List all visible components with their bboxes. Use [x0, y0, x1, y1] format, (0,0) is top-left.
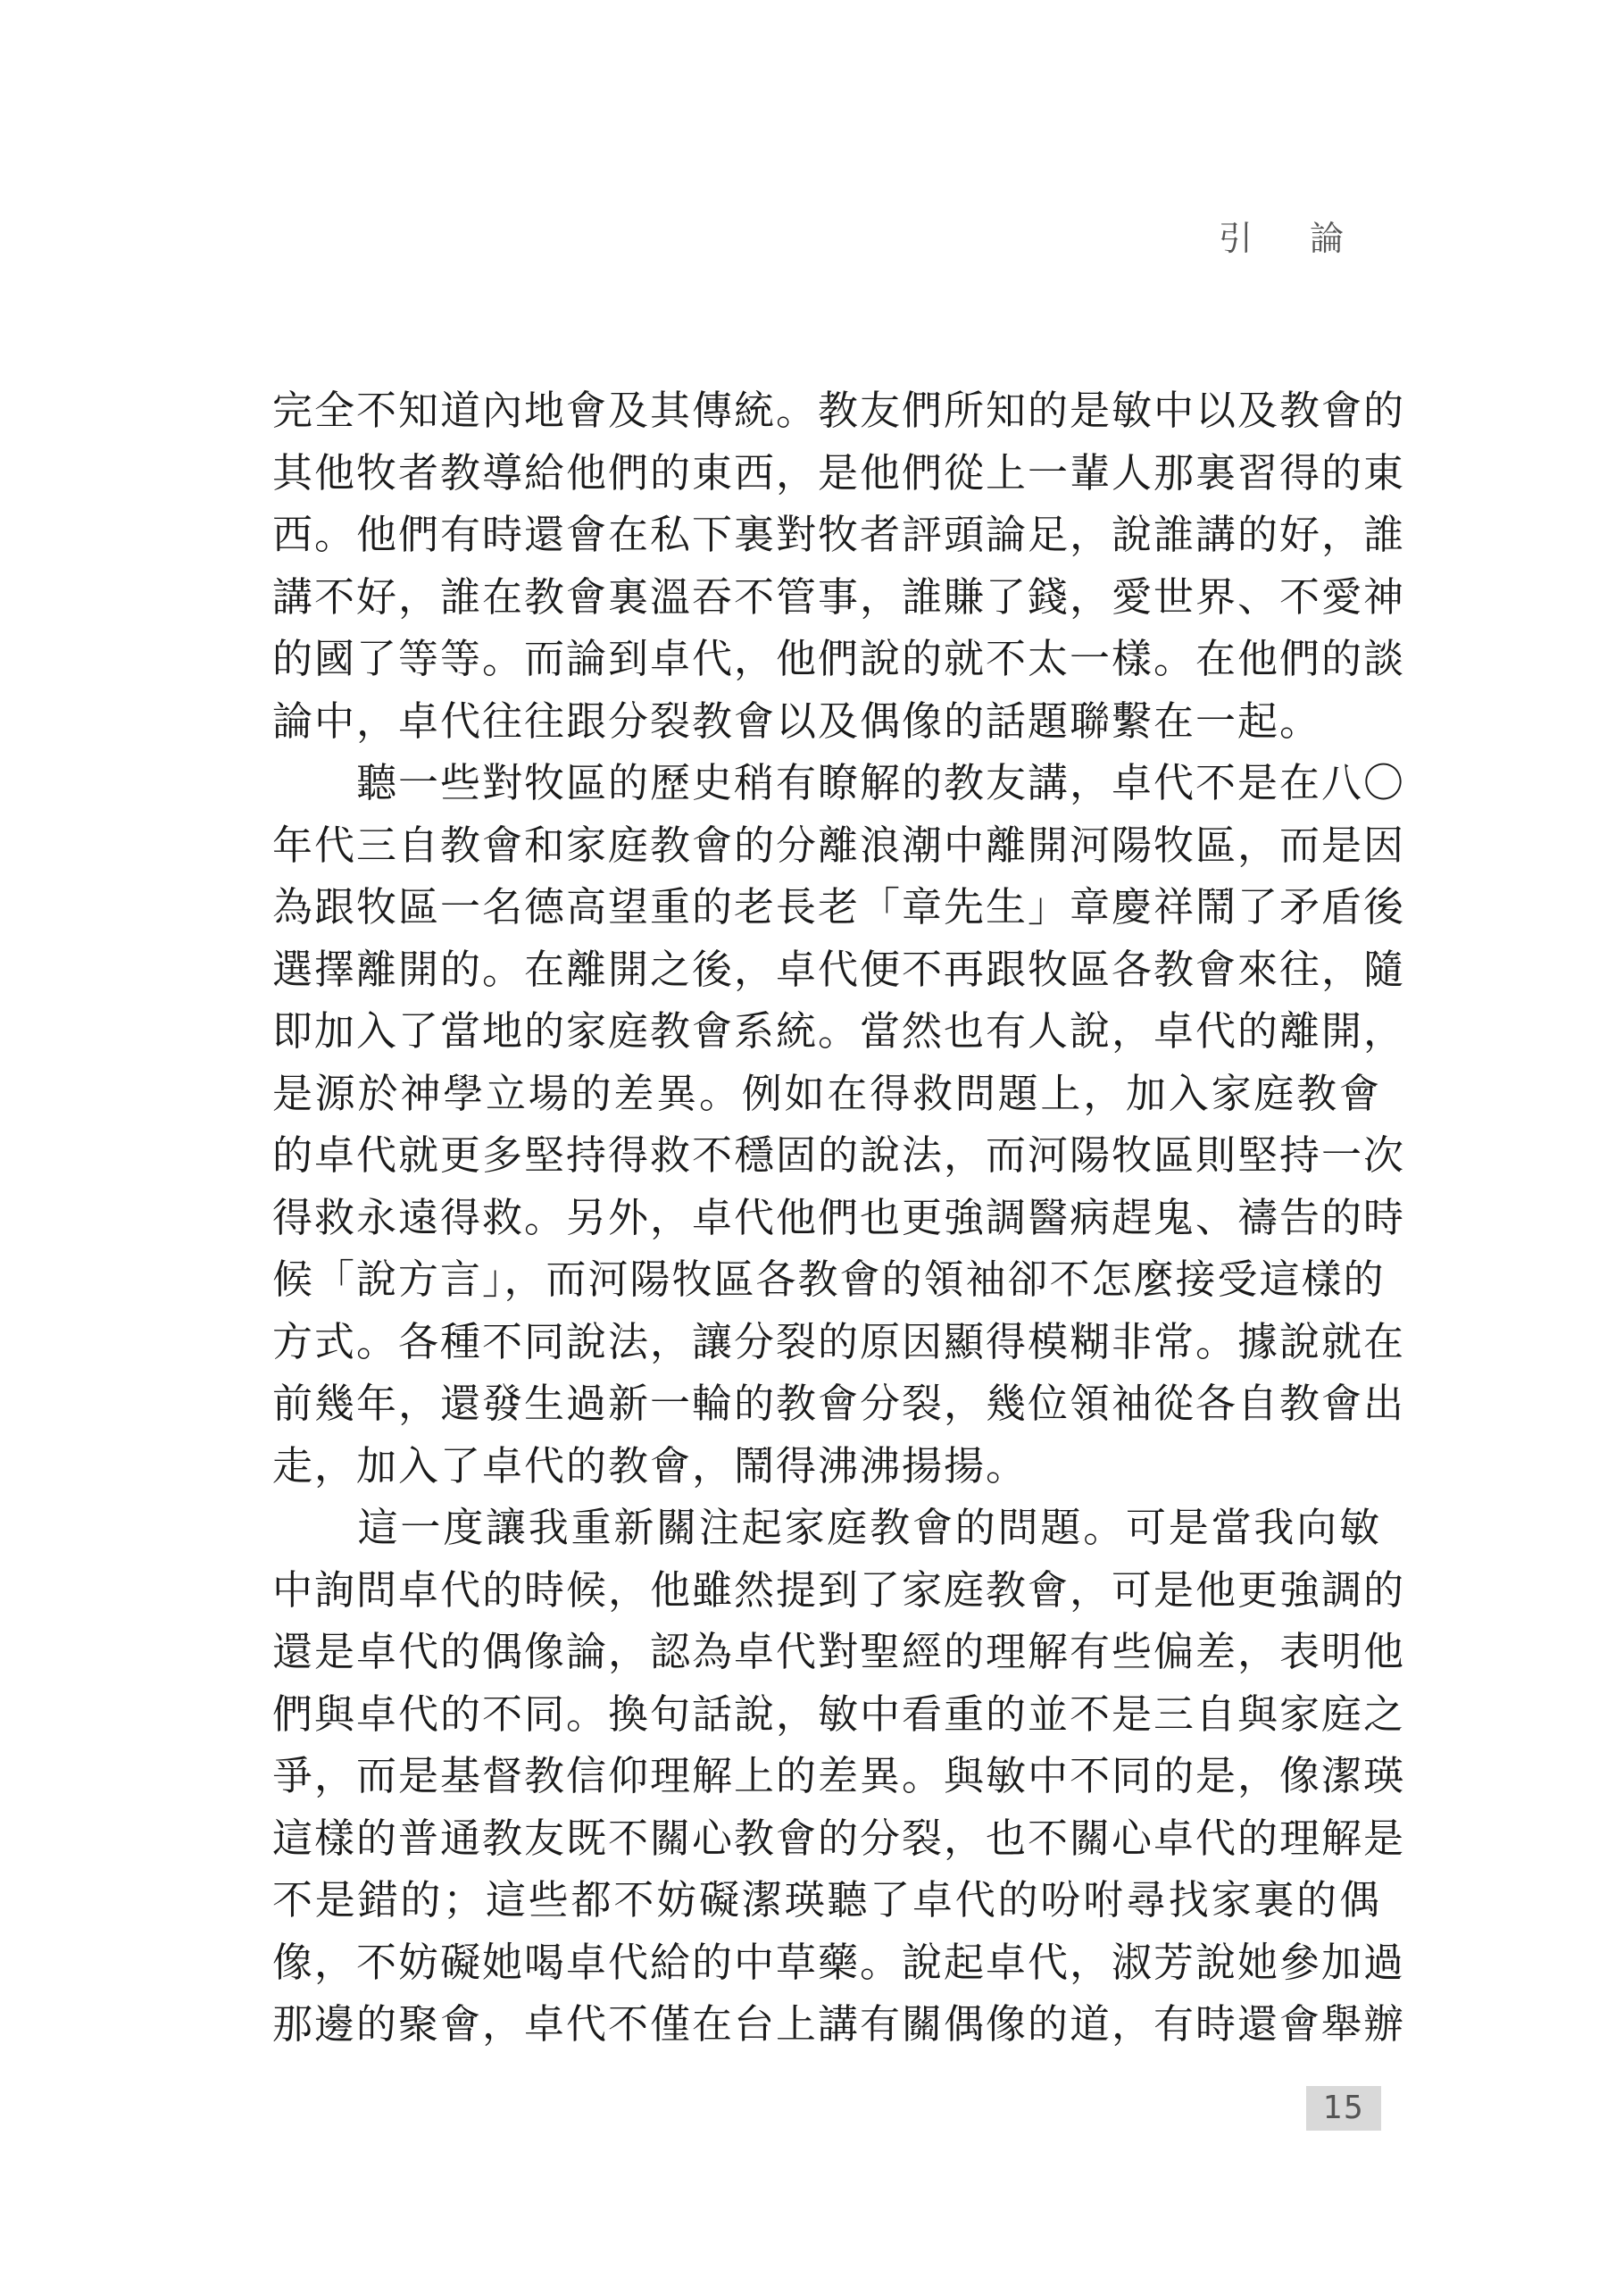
- text-line: 年代三自教會和家庭教會的分離浪潮中離開河陽牧區，而是因: [272, 821, 1406, 869]
- text-line: 的國了等等。而論到卓代，他們說的就不太一樣。在他們的談: [272, 635, 1406, 682]
- text-line: 論中，卓代往往跟分裂教會以及偶像的話題聯繫在一起。: [272, 697, 1322, 745]
- text-line: 這樣的普通教友既不關心教會的分裂，也不關心卓代的理解是: [272, 1814, 1406, 1862]
- text-line: 不是錯的；這些都不妨礙潔瑛聽了卓代的吩咐尋找家裏的偶: [272, 1876, 1381, 1923]
- text-line: 們與卓代的不同。換句話說，敏中看重的並不是三自與家庭之: [272, 1690, 1406, 1738]
- text-line: 聽一些對牧區的歷史稍有瞭解的教友講，卓代不是在八〇: [272, 759, 1406, 806]
- page-number: 15: [1306, 2086, 1381, 2131]
- text-line: 為跟牧區一名德高望重的老長老「章先生」章慶祥鬧了矛盾後: [272, 883, 1406, 930]
- paragraph: [272, 752, 1406, 1497]
- text-line: 的卓代就更多堅持得救不穩固的說法，而河陽牧區則堅持一次: [272, 1131, 1406, 1179]
- text-line: 那邊的聚會，卓代不僅在台上講有關偶像的道，有時還會舉辦: [272, 2000, 1406, 2048]
- text-line: 前幾年，還發生過新一輪的教會分裂，幾位領袖從各自教會出: [272, 1380, 1406, 1427]
- text-line: 得救永遠得救。另外，卓代他們也更強調醫病趕鬼、禱告的時: [272, 1193, 1406, 1241]
- paragraph: [272, 380, 1406, 752]
- running-header: 引 論: [1218, 219, 1367, 258]
- body-text: [272, 380, 1406, 2056]
- text-line: 還是卓代的偶像論，認為卓代對聖經的理解有些偏差，表明他: [272, 1628, 1406, 1675]
- text-line: 完全不知道內地會及其傳統。教友們所知的是敏中以及教會的: [272, 387, 1406, 434]
- text-line: 像，不妨礙她喝卓代給的中草藥。說起卓代，淑芳說她參加過: [272, 1938, 1406, 1986]
- text-line: 西。他們有時還會在私下裏對牧者評頭論足，說誰講的好，誰: [272, 511, 1406, 558]
- text-line: 爭，而是基督教信仰理解上的差異。與敏中不同的是，像潔瑛: [272, 1752, 1406, 1799]
- text-line: 中詢問卓代的時候，他雖然提到了家庭教會，可是他更強調的: [272, 1565, 1406, 1614]
- text-line: 選擇離開的。在離開之後，卓代便不再跟牧區各教會來往，隨: [272, 945, 1406, 993]
- text-line: 候「說方言」，而河陽牧區各教會的領袖卻不怎麼接受這樣的: [272, 1256, 1386, 1303]
- text-line: 講不好，誰在教會裏溫吞不管事，誰賺了錢，愛世界、不愛神: [272, 572, 1406, 621]
- text-line: 這一度讓我重新關注起家庭教會的問題。可是當我向敏: [272, 1504, 1381, 1551]
- text-line: 走，加入了卓代的教會，鬧得沸沸揚揚。: [272, 1441, 1029, 1489]
- text-line: 其他牧者教導給他們的東西，是他們從上一輩人那裏習得的東: [272, 448, 1406, 496]
- text-line: 是源於神學立場的差異。例如在得救問題上，加入家庭教會: [272, 1069, 1381, 1117]
- text-line: 即加入了當地的家庭教會系統。當然也有人說，卓代的離開，: [272, 1007, 1406, 1055]
- text-line: 方式。各種不同說法，讓分裂的原因顯得模糊非常。據說就在: [272, 1317, 1406, 1365]
- paragraph: [272, 1497, 1406, 2056]
